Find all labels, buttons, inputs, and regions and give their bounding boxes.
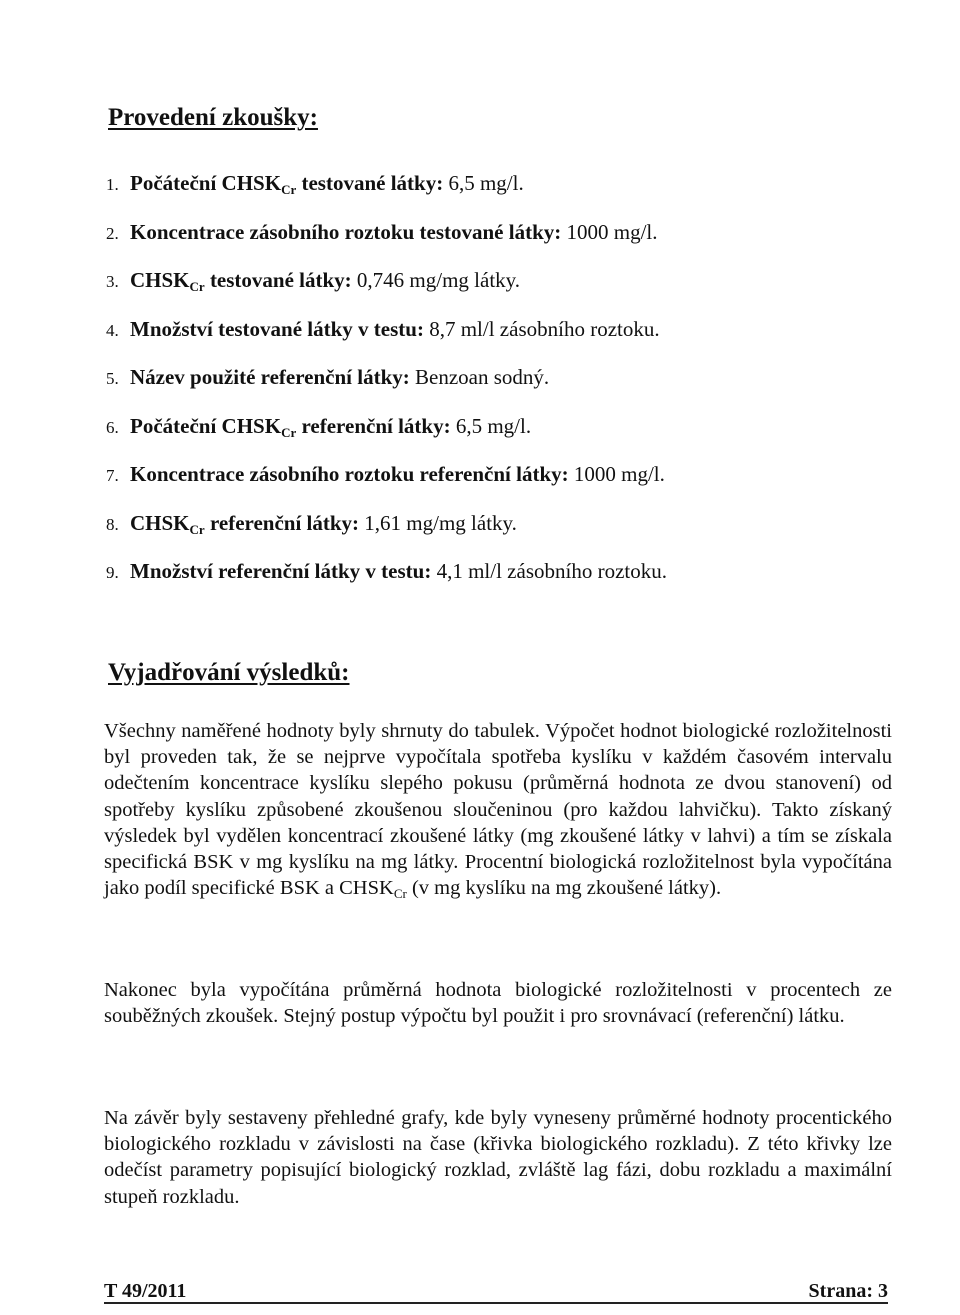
item-number: 9. <box>106 563 119 582</box>
procedure-heading: Provedení zkoušky: <box>108 104 318 131</box>
item-value: 6,5 mg/l. <box>450 413 532 438</box>
item-label: $CHSK_{Cr}$ testované látky: <box>130 268 352 294</box>
average-paragraph: Nakonec byla vypočítána průměrná hodnota biologické rozložitelnosti v procentech ze souběžných zkoušek. Stejný postup výpočtu byl použit i pro srovnávací (referenční) látku. <box>104 979 892 1028</box>
list-item <box>106 219 667 268</box>
item-number: 2. <box>106 223 119 243</box>
item-value: 1000 mg/l. <box>568 462 665 486</box>
item-number: 8. <box>106 514 119 534</box>
item-number: 4. <box>106 320 119 340</box>
item-label: Množství testované látky v testu: <box>130 316 424 341</box>
list-item <box>106 316 667 365</box>
item-number: 5. <box>106 369 119 388</box>
item-label: Množství referenční látky v testu: <box>130 559 432 583</box>
graphs-paragraph: Na závěr byly sestaveny přehledné grafy, kde byly vyneseny průměrné hodnoty procentického biologického rozkladu v závislosti na čase (křivka biologického rozkladu). Z této křivky lze odečíst parametry popisující biologický rozklad, zvláště lag fázi, dobu rozkladu a maximální stupeň rozkladu. <box>104 1107 892 1208</box>
item-value: 6,5 mg/l. <box>443 171 524 195</box>
item-value: 0,746 mg/mg látky. <box>351 268 521 292</box>
page-number: Strana: 3 <box>808 1280 888 1302</box>
item-value: 8,7 ml/l zásobního roztoku. <box>423 316 660 341</box>
item-label: Počáteční $CHSK_{Cr}$ referenční látky: <box>130 413 451 440</box>
item-label: Koncentrace zásobního roztoku testované látky: <box>130 219 562 244</box>
item-value: 1000 mg/l. <box>561 219 658 244</box>
list-item <box>106 267 667 316</box>
item-label: Počáteční $CHSK_{Cr}$ testované látky: <box>130 171 444 197</box>
results-paragraph: Všechny naměřené hodnoty byly shrnuty do tabulek. Výpočet hodnot biologické rozložitelnosti byl proveden tak, že se nejprve vypočítala spotřeba kyslíku v každém časovém intervalu odečtením koncentrace kyslíku slepého pokusu (průměrná hodnota ze dvou stanovení) od spotřeby kyslíku způsobené zkoušenou sloučeninou (pro každou lahvičku). Takto získaný výsledek byl vydělen koncentrací zkoušené látky (mg zkoušené látky v lahvi) a tím se získala specifická BSK v mg kyslíku na mg látky. Procentní biologická rozložitelnost byla vypočítána jako podíl specifické BSK a $CHSK_{Cr}$ (v mg kyslíku na mg zkoušené látky). <box>104 720 892 902</box>
item-value: Benzoan sodný. <box>409 365 550 389</box>
list-item <box>106 170 667 219</box>
document-id: T 49/2011 <box>104 1280 187 1302</box>
item-number: 7. <box>106 466 119 485</box>
item-number: 1. <box>106 175 119 194</box>
list-item <box>106 558 667 607</box>
parameter-list <box>106 170 667 607</box>
footer-divider <box>104 1302 888 1304</box>
results-heading: Vyjadřování výsledků: <box>108 659 350 686</box>
list-item <box>106 461 667 510</box>
item-label: Koncentrace zásobního roztoku referenční látky: <box>130 462 569 486</box>
item-value: 4,1 ml/l zásobního roztoku. <box>431 559 667 583</box>
item-value: 1,61 mg/mg látky. <box>359 510 517 535</box>
item-number: 6. <box>106 417 119 437</box>
list-item <box>106 510 667 559</box>
item-label: Název použité referenční látky: <box>130 365 410 389</box>
list-item <box>106 413 667 462</box>
item-number: 3. <box>106 272 119 291</box>
list-item <box>106 364 667 413</box>
item-label: $CHSK_{Cr}$ referenční látky: <box>130 510 360 537</box>
